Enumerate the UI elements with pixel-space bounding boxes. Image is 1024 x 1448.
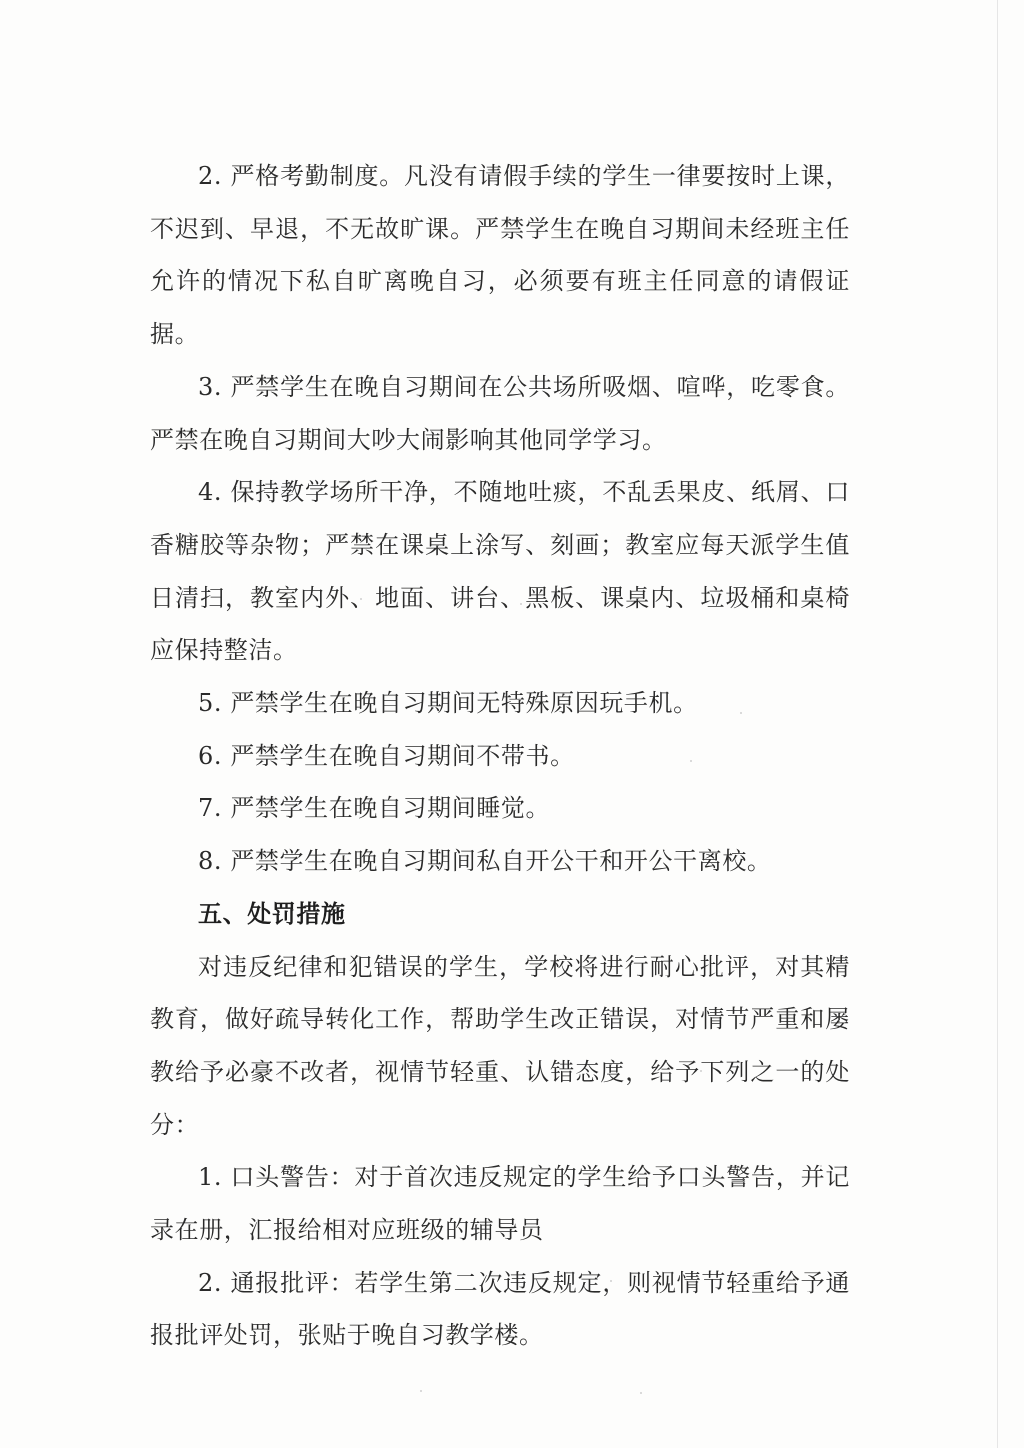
rule-paragraph-6: 6. 严禁学生在晚自习期间不带书。 xyxy=(198,741,575,770)
scan-edge-line xyxy=(997,0,998,1448)
penalty-item-1: 1. 口头警告：对于首次违反规定的学生给予口头警告，并记录在册，汇报给相对应班级的辅导员 xyxy=(150,1163,850,1245)
rule-paragraph-7: 7. 严禁学生在晚自习期间睡觉。 xyxy=(198,794,551,823)
penalty-item-2: 2. 通报批评：若学生第二次违反规定，则视情节轻重给予通报批评处罚，张贴于晚自习教学楼。 xyxy=(150,1268,850,1350)
rule-paragraph-8: 8. 严禁学生在晚自习期间私自开公干和开公干离校。 xyxy=(198,847,772,876)
rule-paragraph-2: 2. 严格考勤制度。凡没有请假手续的学生一律要按时上课，不迟到、早退，不无故旷课。严禁学生在晚自习期间未经班主任允许的情况下私自旷离晚自习，必须要有班主任同意的请假证据。 xyxy=(150,162,850,349)
scan-speck xyxy=(420,1390,422,1392)
penalty-intro-paragraph: 对违反纪律和犯错误的学生，学校将进行耐心批评，对其精教育，做好疏导转化工作，帮助学生改正错误，对情节严重和屡教给予必豪不改者，视情节轻重、认错态度，给予下列之一的处分： xyxy=(150,952,850,1139)
document-body xyxy=(150,150,850,1362)
rule-paragraph-4: 4. 保持教学场所干净，不随地吐痰，不乱丢果皮、纸屑、口香糖胶等杂物；严禁在课桌上涂写、刻画；教室应每天派学生值日清扫，教室内外、地面、讲台、黑板、课桌内、垃圾桶和桌椅应保持整洁。 xyxy=(150,478,850,665)
section-heading: 五、处罚措施 xyxy=(198,899,346,928)
rule-paragraph-3: 3. 严禁学生在晚自习期间在公共场所吸烟、喧哗，吃零食。严禁在晚自习期间大吵大闹影响其他同学学习。 xyxy=(150,372,850,454)
scan-speck xyxy=(640,1392,642,1394)
rule-paragraph-5: 5. 严禁学生在晚自习期间无特殊原因玩手机。 xyxy=(198,689,698,718)
